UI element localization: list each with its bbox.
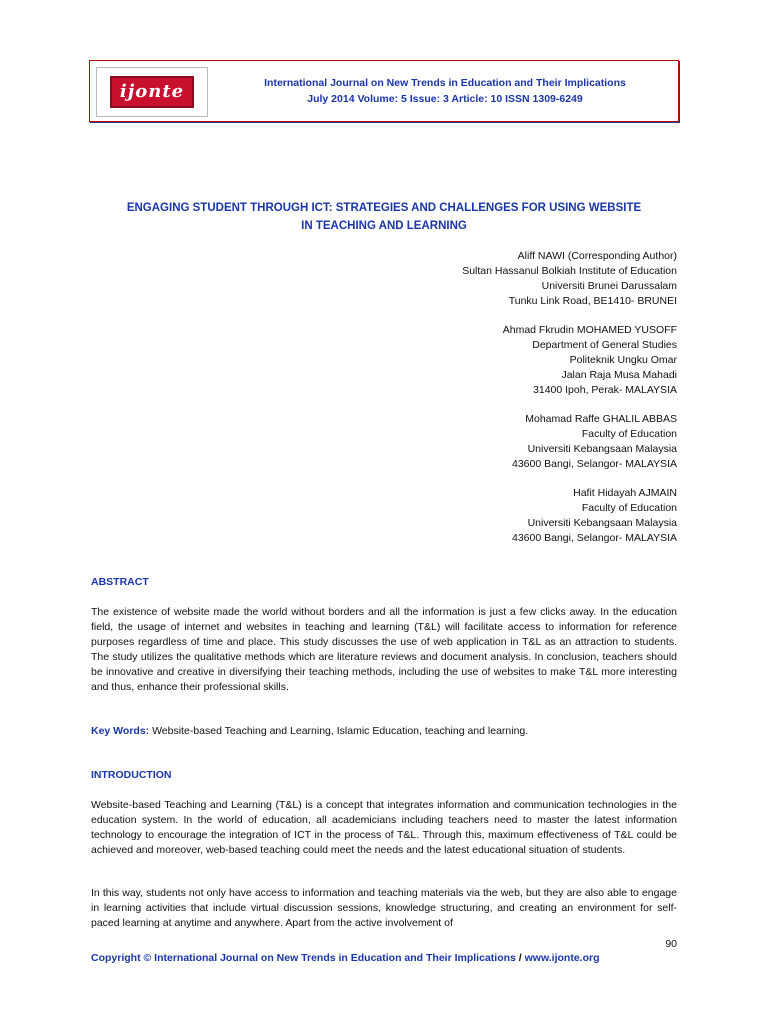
author-name: Ahmad Fkrudin MOHAMED YUSOFF	[502, 324, 677, 336]
author-name: Aliff NAWI (Corresponding Author)	[517, 250, 677, 262]
author-address: 43600 Bangi, Selangor- MALAYSIA	[512, 458, 677, 470]
author-address: Jalan Raja Musa Mahadi	[561, 369, 677, 381]
author-block-1	[462, 249, 677, 309]
keywords-text: Website-based Teaching and Learning, Islamic Education, teaching and learning.	[149, 725, 529, 737]
footer-separator: /	[515, 952, 525, 964]
header-text	[220, 75, 670, 107]
abstract-heading: ABSTRACT	[91, 576, 149, 588]
journal-name: International Journal on New Trends in Education and Their Implications	[264, 77, 626, 89]
author-address: Tunku Link Road, BE1410- BRUNEI	[508, 295, 677, 307]
author-name: Hafit Hidayah AJMAIN	[573, 487, 677, 499]
article-title	[90, 199, 678, 235]
author-block-4	[512, 486, 677, 546]
abstract-text: The existence of website made the world without borders and all the information is just a few clicks away. In the education field, the usage of internet and websites in teaching and learning (T&L) will facilitate access to information for reference purposes regardless of time and place. This study discusses the use of web application in T&L as an attraction to students. The study utilizes the qualitative methods which are literature reviews and document analysis. In conclusion, teachers should be innovative and creative in diversifying their teaching methods, including the use of websites to make T&L more interesting and thus, enhance their professional skills.	[91, 606, 677, 693]
page-number: 90	[665, 938, 677, 950]
author-affiliation: Universiti Brunei Darussalam	[541, 280, 677, 292]
author-address: 31400 Ipoh, Perak- MALAYSIA	[533, 384, 677, 396]
website-link[interactable]: www.ijonte.org	[524, 952, 600, 964]
author-affiliation: Sultan Hassanul Bolkiah Institute of Education	[462, 265, 677, 277]
keywords-line	[91, 724, 677, 739]
author-affiliation: Department of General Studies	[532, 339, 677, 351]
author-address: 43600 Bangi, Selangor- MALAYSIA	[512, 532, 677, 544]
author-block-3	[512, 412, 677, 472]
intro-paragraph-1: Website-based Teaching and Learning (T&L) is a concept that integrates information and communication technologies in the education system. In the world of education, all academicians including teachers need to master the latest information technology to encourage the integration of ICT in the process of T&L. Through this, maximum effectiveness of T&L could be achieved and moreover, web-based teaching could meet the needs and the latest educational situation of students.	[91, 799, 677, 856]
introduction-heading: INTRODUCTION	[91, 769, 172, 781]
author-affiliation: Universiti Kebangsaan Malaysia	[527, 443, 677, 455]
author-affiliation: Faculty of Education	[581, 502, 677, 514]
footer	[91, 952, 600, 964]
author-block-2	[503, 323, 677, 398]
logo-text: ijonte	[110, 76, 194, 108]
author-name: Mohamad Raffe GHALIL ABBAS	[525, 413, 677, 425]
author-affiliation: Universiti Kebangsaan Malaysia	[527, 517, 677, 529]
journal-header	[89, 60, 679, 122]
author-affiliation: Faculty of Education	[581, 428, 677, 440]
title-line-2: IN TEACHING AND LEARNING	[301, 220, 467, 232]
intro-paragraph-2: In this way, students not only have access to information and teaching materials via the web, but they are also able to engage in learning activities that include virtual discussion sessions, knowledge structuring, and creating an environment for self-paced learning at anytime and anywhere. Apart from the active involvement of	[91, 887, 677, 929]
keywords-label: Key Words:	[91, 725, 150, 737]
title-line-1: ENGAGING STUDENT THROUGH ICT: STRATEGIES AND CHALLENGES FOR USING WEBSITE	[126, 202, 642, 214]
author-affiliation: Politeknik Ungku Omar	[569, 354, 677, 366]
issue-line: July 2014 Volume: 5 Issue: 3 Article: 10 ISSN 1309-6249	[307, 93, 583, 105]
journal-logo	[96, 67, 208, 117]
copyright-text: Copyright © International Journal on New Trends in Education and Their Implications	[91, 952, 516, 964]
